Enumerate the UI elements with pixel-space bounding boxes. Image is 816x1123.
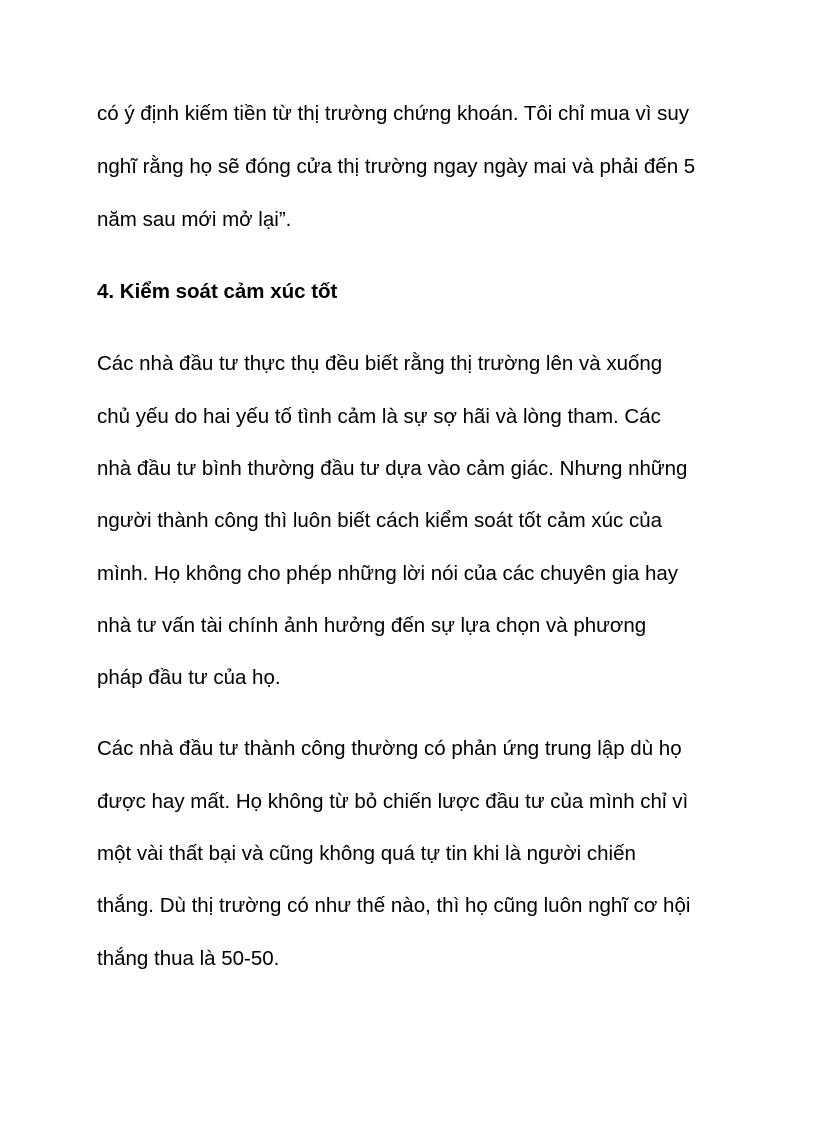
- text-line: một vài thất bại và cũng không quá tự tin khi là người chiến: [97, 842, 636, 865]
- text-line: người thành công thì luôn biết cách kiểm soát tốt cảm xúc của: [97, 509, 663, 532]
- text-line: nhà đầu tư bình thường đầu tư dựa vào cảm giác. Nhưng những: [97, 457, 688, 480]
- text-line: được hay mất. Họ không từ bỏ chiến lược đầu tư của mình chỉ vì: [97, 790, 689, 813]
- text-line: thắng thua là 50-50.: [97, 947, 280, 970]
- text-line: nghĩ rằng họ sẽ đóng cửa thị trường ngay ngày mai và phải đến 5: [97, 155, 696, 178]
- text-line: năm sau mới mở lại”.: [97, 208, 292, 231]
- text-line: nhà tư vấn tài chính ảnh hưởng đến sự lựa chọn và phương: [97, 614, 647, 637]
- text-line: thắng. Dù thị trường có như thế nào, thì họ cũng luôn nghĩ cơ hội: [97, 894, 691, 917]
- section-heading: 4. Kiểm soát cảm xúc tốt: [97, 280, 338, 303]
- text-line: Các nhà đầu tư thực thụ đều biết rằng thị trường lên và xuống: [97, 352, 663, 375]
- text-line: Các nhà đầu tư thành công thường có phản ứng trung lập dù họ: [97, 737, 682, 760]
- text-line: pháp đầu tư của họ.: [97, 666, 281, 689]
- text-line: mình. Họ không cho phép những lời nói của các chuyên gia hay: [97, 562, 679, 585]
- text-line: có ý định kiếm tiền từ thị trường chứng khoán. Tôi chỉ mua vì suy: [97, 102, 690, 125]
- text-line: chủ yếu do hai yếu tố tình cảm là sự sợ hãi và lòng tham. Các: [97, 405, 661, 428]
